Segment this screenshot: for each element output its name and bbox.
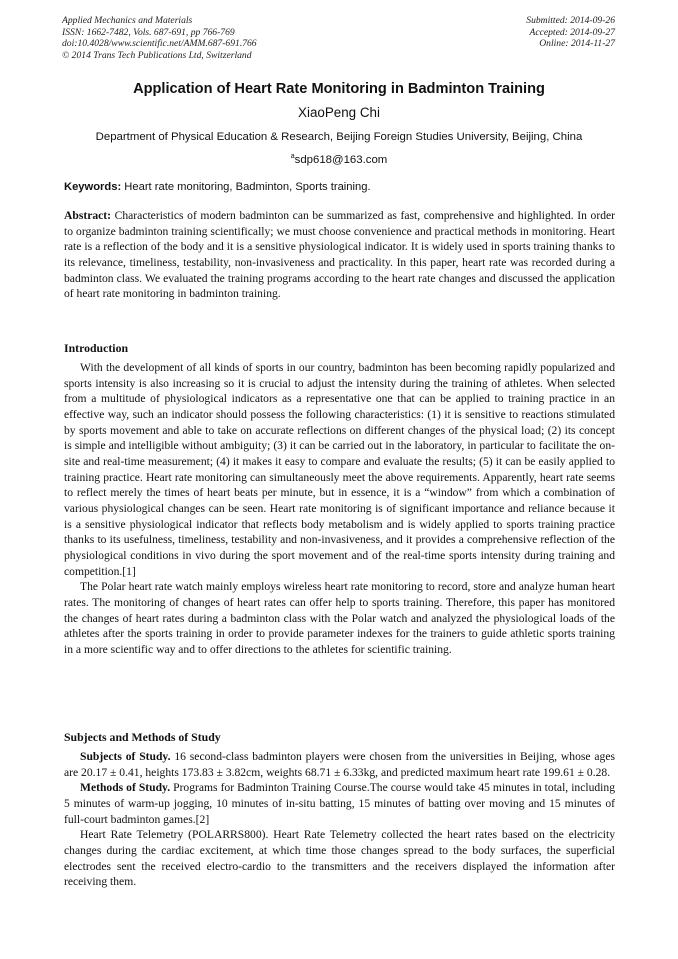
sm-paragraph-3: Heart Rate Telemetry (POLARRS800). Heart Rate Telemetry collected the heart rates based on the electricity changes during the cardiac excitement, at which time those changes spread to the body surfaces, the superficial electrodes sent the received electro-cardio to the transmitters and the receivers displayed the information after receiving them. xyxy=(64,828,615,889)
abstract xyxy=(64,208,615,302)
section-heading-subjects-methods: Subjects and Methods of Study xyxy=(64,730,221,744)
issn-line: ISSN: 1662-7482, Vols. 687-691, pp 766-769 xyxy=(62,26,235,38)
section-heading-introduction: Introduction xyxy=(64,341,129,355)
keywords-label: Keywords: xyxy=(64,181,122,193)
methods-label: Methods of Study. xyxy=(80,781,171,795)
author-name: XiaoPeng Chi xyxy=(298,105,380,120)
methods-text: Programs for Badminton Training Course.The course would take 45 minutes in total, including 5 minutes of warm-up jogging, 10 minutes of in-situ batting, 15 minutes of batting over moving and 15 minutes of full-court badminton games.[2] xyxy=(64,781,615,826)
author-affiliation: Department of Physical Education & Research, Beijing Foreign Studies University, Beijing, China xyxy=(95,131,583,143)
keywords-text: Heart rate monitoring, Badminton, Sports training. xyxy=(121,181,371,193)
abstract-text: Characteristics of modern badminton can be summarized as fast, comprehensive and highlighted. In order to organize badminton training scientifically; we must choose convenience and practical methods in monitoring. Heart rate is a reflection of the body and it is a sensitive physiological indicator. It is widely used in sports training thanks to its relevance, timeliness, testability, non-invasiveness and practicality. In this paper, heart rate was recorded during a badminton class. We evaluated the training programs according to the heart rate changes and discussed the application of heart rate monitoring in badminton training. xyxy=(64,209,615,301)
doi-line[interactable]: doi:10.4028/www.scientific.net/AMM.687-691.766 xyxy=(62,38,257,50)
publication-dates xyxy=(526,15,615,50)
sm-paragraph-2 xyxy=(64,780,615,827)
introduction-body xyxy=(64,360,615,657)
online-date: Online: 2014-11-27 xyxy=(539,38,615,50)
sm-paragraph-1 xyxy=(64,749,615,780)
subjects-text: 16 second-class badminton players were chosen from the universities in Beijing, whose ages are 20.17 ± 0.41, heights 173.83 ± 3.82cm, weights 68.71 ± 6.33kg, and predicted maximum heart rate 199.61 ± 0.28. xyxy=(64,750,615,779)
accepted-date: Accepted: 2014-09-27 xyxy=(529,26,615,38)
intro-paragraph-2: The Polar heart rate watch mainly employs wireless heart rate monitoring to record, store and analyze human heart rates. The monitoring of changes of heart rates can offer help to sports training. Therefore, this paper has monitored the changes of heart rates during a badminton class with the Polar watch and analyzed the physiological loads of the athletes after the sports training in order to provide parameter indexes for the trainers to guide athletic sports training in a more scientific way and to offer directions to the athletes for scientific training. xyxy=(64,580,615,656)
subjects-methods-body xyxy=(64,749,615,890)
intro-paragraph-1: With the development of all kinds of sports in our country, badminton has been becoming rapidly popularized and sports intensity is also increasing so it is crucial to adjust the intensity during the training of athletes. When selected from a multitude of physiological indicators as a representative one that can be applied to training practice in an effective way, such an indicator should possess the following characteristics: (1) it is sensitive to reactions stimulated by sports movement and able to take on accurate reflections on different changes of the physical load; (2) its concept is simple and intelligible without ambiguity; (3) it can be carried out in the laboratory, in particular to facilitate the on-site and real-time measurement; (4) it makes it easy to compare and evaluate the results; (5) it can be easily applied to training practice. Heart rate monitoring can simultaneously meet the above requirements. Apparently, heart rate seems to reflect merely the times of heart beats per minute, but in essence, it is a “window” from which a combination of various physiological changes can be seen. Heart rate monitoring is of significant importance and reliance because it is a sensitive physiological indicator that reflects body metabolism and is widely applied to sports training practice thanks to its usefulness, timeliness, testability and non-invasiveness, and it provides a comprehensive reflection of the physiological conditions in vivo during the sport movement and of the real-time sports intensity during training and competition.[1] xyxy=(64,361,615,578)
keywords xyxy=(64,180,616,195)
paper-title: Application of Heart Rate Monitoring in Badminton Training xyxy=(133,81,545,97)
copyright-line: © 2014 Trans Tech Publications Ltd, Switzerland xyxy=(62,49,252,61)
submitted-date: Submitted: 2014-09-26 xyxy=(526,15,615,26)
author-email[interactable]: sdp618@163.com xyxy=(294,154,388,166)
subjects-label: Subjects of Study. xyxy=(80,750,171,763)
email-superscript: a xyxy=(290,153,295,160)
author-email-line xyxy=(0,149,678,168)
abstract-label: Abstract: xyxy=(64,209,112,222)
publication-info xyxy=(62,15,257,61)
journal-name: Applied Mechanics and Materials xyxy=(62,15,193,26)
